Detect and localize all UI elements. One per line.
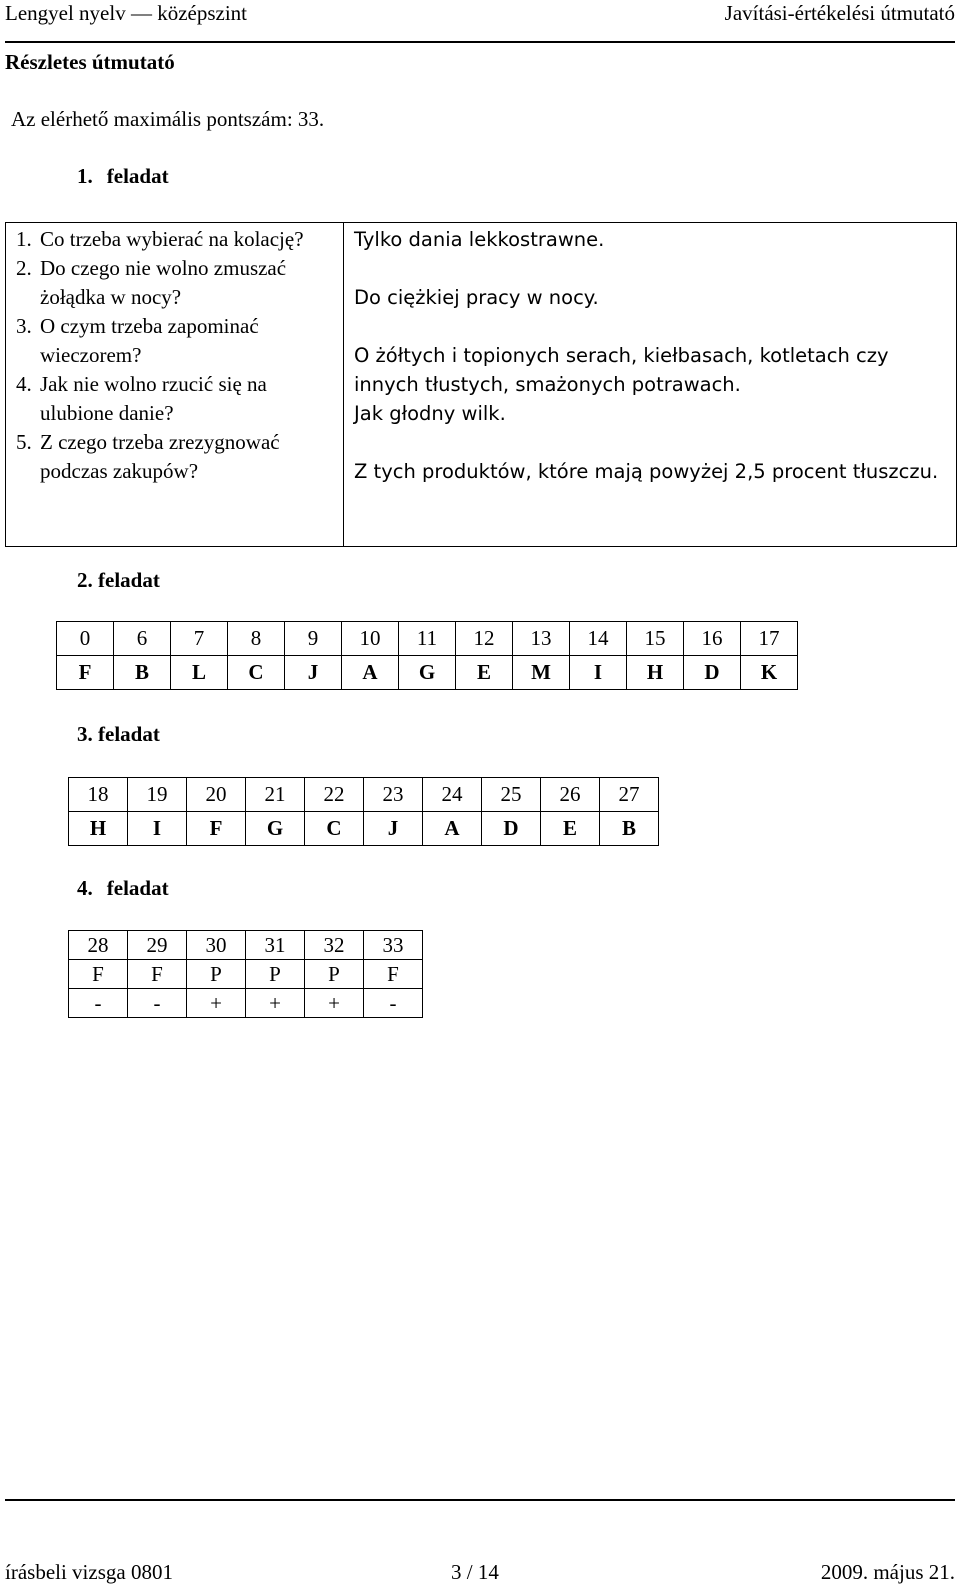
answer-letter-cell: E — [541, 812, 600, 846]
item-number-cell: 12 — [456, 622, 513, 656]
task1-number: 1. — [77, 164, 93, 188]
item-number-cell: 14 — [570, 622, 627, 656]
answer-letter-cell: G — [246, 812, 305, 846]
answer-letter-cell: F — [128, 960, 187, 989]
task1-question-item — [16, 370, 335, 428]
item-number-cell: 26 — [541, 778, 600, 812]
answer-letter-cell: D — [482, 812, 541, 846]
task4-number: 4. — [77, 876, 93, 900]
question-text: O czym trzeba zapominać wieczorem? — [40, 314, 259, 367]
task1-answers-cell — [344, 223, 957, 547]
footer-date: 2009. május 21. — [820, 1560, 955, 1584]
answer-letter-cell: M — [513, 656, 570, 690]
page-header — [5, 0, 955, 30]
task1-question-item — [16, 312, 335, 370]
item-number-cell: 33 — [364, 931, 423, 960]
answer-text: Z tych produktów, które mają powyżej 2,5 procent tłuszczu. — [354, 460, 939, 483]
task1-label: feladat — [106, 164, 169, 188]
page-footer — [5, 1560, 955, 1590]
task1-table — [5, 222, 957, 547]
task1-answer-list — [354, 225, 948, 544]
item-number-cell: 10 — [342, 622, 399, 656]
question-text: Co trzeba wybierać na kolację? — [40, 227, 304, 251]
item-number-cell: 27 — [600, 778, 659, 812]
task1-question-item — [16, 428, 335, 486]
question-number: 4. — [16, 372, 32, 396]
item-number-cell: 24 — [423, 778, 482, 812]
task2-numbers-row — [57, 622, 798, 656]
answer-letter-cell: C — [305, 812, 364, 846]
item-number-cell: 11 — [399, 622, 456, 656]
question-number: 5. — [16, 430, 32, 454]
answer-letter-cell: J — [285, 656, 342, 690]
answer-text: Do ciężkiej pracy w nocy. — [354, 286, 599, 309]
task2-title: 2. feladat — [77, 568, 160, 592]
task2-letters-row — [57, 656, 798, 690]
item-number-cell: 18 — [69, 778, 128, 812]
answer-letter-cell: F — [364, 960, 423, 989]
task1-questions-cell — [6, 223, 344, 547]
item-number-cell: 16 — [684, 622, 741, 656]
answer-sign-cell: + — [187, 989, 246, 1018]
answer-text: Tylko dania lekkostrawne. — [354, 228, 605, 251]
task3-table — [68, 777, 659, 846]
item-number-cell: 31 — [246, 931, 305, 960]
item-number-cell: 7 — [171, 622, 228, 656]
item-number-cell: 32 — [305, 931, 364, 960]
item-number-cell: 21 — [246, 778, 305, 812]
answer-letter-cell: E — [456, 656, 513, 690]
max-points-text: Az elérhető maximális pontszám: 33. — [11, 107, 325, 131]
task1-title — [77, 164, 169, 189]
header-doc-type: Javítási-értékelési útmutató — [724, 1, 955, 25]
answer-text: O żółtych i topionych serach, kiełbasach, kotletach czy innych tłustych, smażonych potrawach. — [354, 344, 889, 396]
answer-letter-cell: H — [69, 812, 128, 846]
item-number-cell: 8 — [228, 622, 285, 656]
item-number-cell: 23 — [364, 778, 423, 812]
item-number-cell: 0 — [57, 622, 114, 656]
answer-letter-cell: B — [114, 656, 171, 690]
answer-letter-cell: C — [228, 656, 285, 690]
answer-text: Jak głodny wilk. — [354, 402, 506, 425]
answer-letter-cell: L — [171, 656, 228, 690]
answer-letter-cell: A — [342, 656, 399, 690]
item-number-cell: 29 — [128, 931, 187, 960]
answer-letter-cell: A — [423, 812, 482, 846]
item-number-cell: 28 — [69, 931, 128, 960]
answer-letter-cell: F — [187, 812, 246, 846]
answer-letter-cell: D — [684, 656, 741, 690]
answer-letter-cell: P — [246, 960, 305, 989]
task4-signs-row — [69, 989, 423, 1018]
task3-title: 3. feladat — [77, 722, 160, 746]
task3-numbers-row — [69, 778, 659, 812]
answer-letter-cell: B — [600, 812, 659, 846]
item-number-cell: 22 — [305, 778, 364, 812]
question-text: Do czego nie wolno zmuszać żołądka w nocy? — [40, 256, 287, 309]
answer-letter-cell: H — [627, 656, 684, 690]
item-number-cell: 25 — [482, 778, 541, 812]
task4-label: feladat — [106, 876, 169, 900]
task4-letters-row — [69, 960, 423, 989]
answer-letter-cell: I — [570, 656, 627, 690]
task2-table — [56, 621, 798, 690]
item-number-cell: 15 — [627, 622, 684, 656]
question-text: Jak nie wolno rzucić się na ulubione danie? — [40, 372, 267, 425]
answer-letter-cell: G — [399, 656, 456, 690]
answer-sign-cell: + — [305, 989, 364, 1018]
answer-letter-cell: P — [305, 960, 364, 989]
answer-sign-cell: - — [69, 989, 128, 1018]
footer-rule — [5, 1499, 955, 1501]
header-subject: Lengyel nyelv — középszint — [5, 1, 248, 25]
item-number-cell: 19 — [128, 778, 187, 812]
answer-sign-cell: - — [128, 989, 187, 1018]
answer-sign-cell: - — [364, 989, 423, 1018]
section-title: Részletes útmutató — [5, 50, 175, 74]
footer-page-number: 3 / 14 — [451, 1560, 499, 1584]
item-number-cell: 13 — [513, 622, 570, 656]
question-number: 2. — [16, 256, 32, 280]
answer-sign-cell: + — [246, 989, 305, 1018]
item-number-cell: 17 — [741, 622, 798, 656]
task1-question-list — [16, 225, 335, 486]
task3-letters-row — [69, 812, 659, 846]
question-number: 3. — [16, 314, 32, 338]
answer-letter-cell: I — [128, 812, 187, 846]
item-number-cell: 30 — [187, 931, 246, 960]
task1-question-item — [16, 254, 335, 312]
answer-letter-cell: P — [187, 960, 246, 989]
answer-letter-cell: K — [741, 656, 798, 690]
answer-letter-cell: F — [69, 960, 128, 989]
header-rule — [5, 41, 955, 43]
question-number: 1. — [16, 227, 32, 251]
item-number-cell: 6 — [114, 622, 171, 656]
question-text: Z czego trzeba zrezygnować podczas zakupów? — [40, 430, 280, 483]
item-number-cell: 20 — [187, 778, 246, 812]
answer-letter-cell: J — [364, 812, 423, 846]
task4-table — [68, 930, 423, 1018]
item-number-cell: 9 — [285, 622, 342, 656]
footer-exam-code: írásbeli vizsga 0801 — [5, 1560, 173, 1584]
task4-numbers-row — [69, 931, 423, 960]
task4-title — [77, 876, 169, 901]
answer-letter-cell: F — [57, 656, 114, 690]
task1-question-item — [16, 225, 335, 254]
